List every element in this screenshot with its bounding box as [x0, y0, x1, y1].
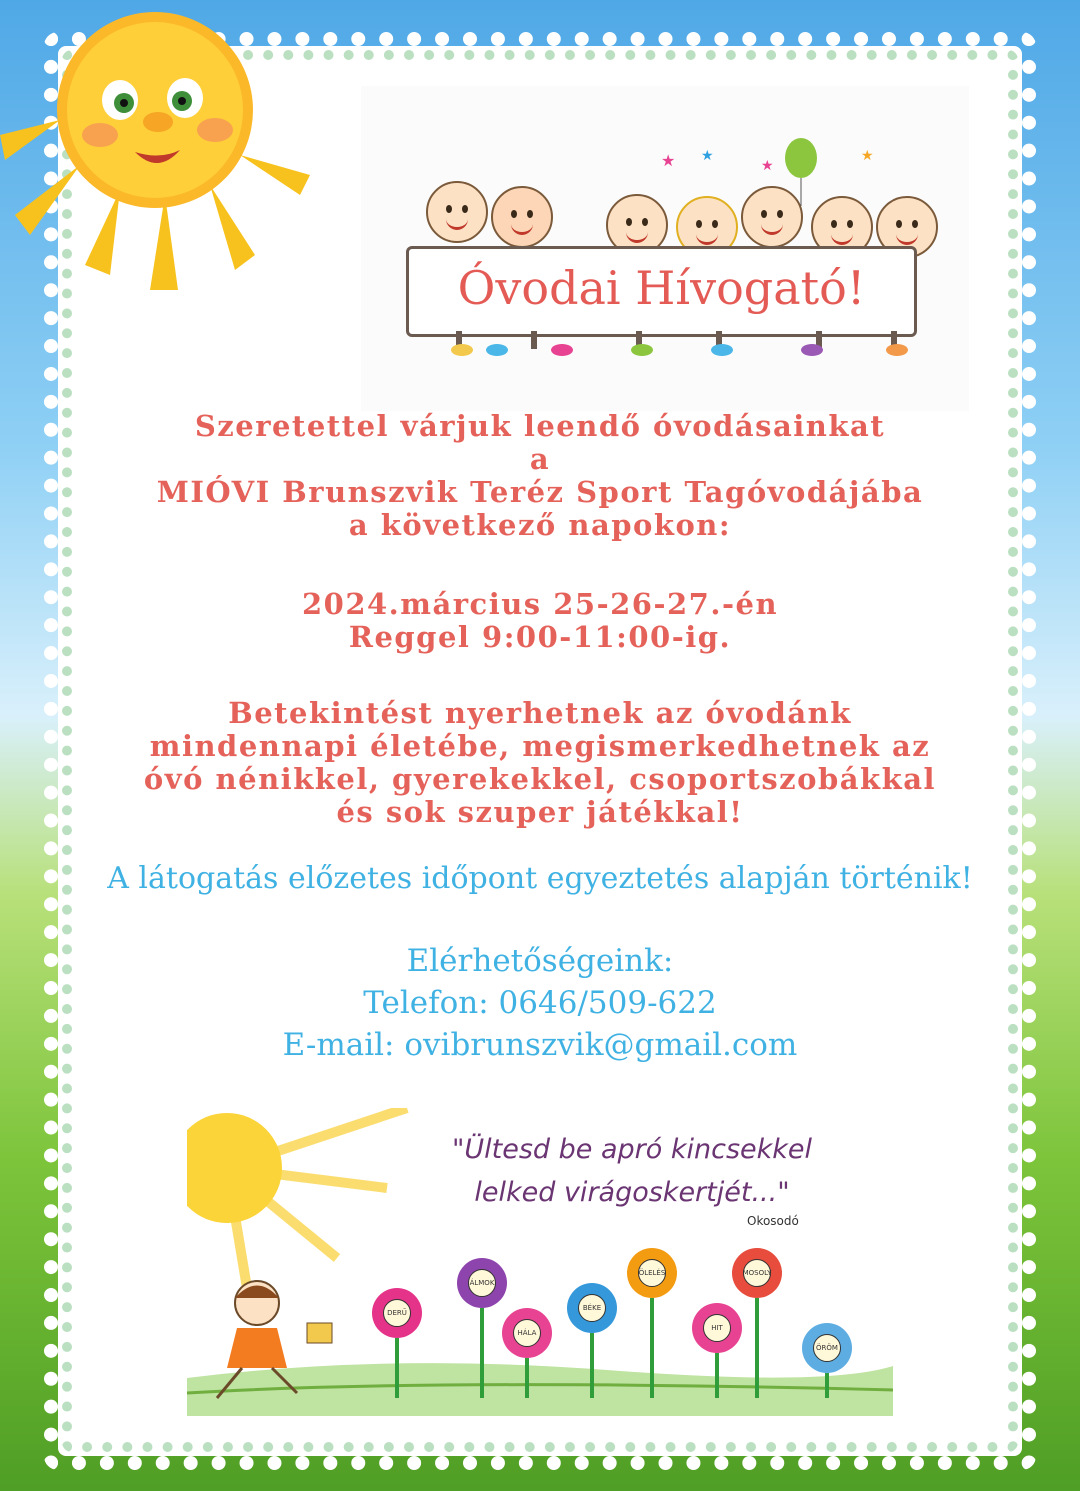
stars-icon [661, 146, 961, 176]
child-face-icon [426, 181, 488, 243]
svg-text:★: ★ [861, 148, 874, 164]
details-line: és sok szuper játékkal! [336, 795, 744, 829]
shoe-icon [631, 344, 653, 356]
flower-icon: ÖRÖM [802, 1323, 852, 1398]
contact-block [80, 940, 1000, 1066]
time-line: Reggel 9:00-11:00-ig. [348, 620, 732, 654]
quote [412, 1128, 852, 1214]
details-line: óvó nénikkel, gyerekekkel, csoportszobákkal [143, 762, 937, 796]
quote-line: "Ültesd be apró kincsekkel [451, 1134, 813, 1165]
flower-icon: DERŰ [372, 1288, 422, 1398]
quote-credit: Okosodó [747, 1214, 799, 1228]
flower-icon: ÖLELÉS [627, 1248, 677, 1398]
shoe-icon [551, 344, 573, 356]
flower-icon: HÁLA [502, 1308, 552, 1398]
contact-email[interactable]: E-mail: ovibrunszvik@gmail.com [282, 1027, 798, 1063]
flower-icon: MOSOLY [732, 1248, 782, 1398]
details-text [80, 697, 1000, 829]
flower-icon: BÉKE [567, 1283, 617, 1398]
invitation-text [80, 410, 1000, 542]
contact-phone[interactable]: Telefon: 0646/509-622 [363, 985, 717, 1021]
shoe-icon [486, 344, 508, 356]
invitation-line: a következő napokon: [348, 508, 732, 542]
shoe-icon [451, 344, 473, 356]
flower-icon: ÁLMOK [457, 1258, 507, 1398]
quote-line: lelked virágoskertjét..." [474, 1177, 790, 1208]
invitation-line: Szeretettel várjuk leendő óvodásainkat [194, 409, 886, 443]
smiling-sun-icon [0, 0, 330, 300]
header-banner [361, 86, 969, 411]
svg-text:★: ★ [701, 148, 714, 164]
details-line: Betekintést nyerhetnek az óvodánk [228, 696, 852, 730]
shoe-icon [886, 344, 908, 356]
date-line: 2024.március 25-26-27.-én [301, 587, 779, 621]
title-signboard [406, 246, 917, 337]
schedule [80, 588, 1000, 654]
invitation-line: a [529, 442, 551, 476]
shoe-icon [801, 344, 823, 356]
svg-text:★: ★ [761, 158, 774, 174]
svg-text:★: ★ [661, 151, 676, 170]
details-line: mindennapi életébe, megismerkedhetnek az [149, 729, 931, 763]
flower-icon: HIT [692, 1303, 742, 1398]
page-title: Óvodai Hívogató! [457, 261, 866, 315]
girl-watering-icon [202, 1268, 352, 1408]
shoe-icon [711, 344, 733, 356]
contact-heading: Elérhetőségeink: [406, 943, 674, 979]
child-face-icon [491, 186, 553, 248]
flower-garden-picture [187, 1108, 893, 1416]
appointment-notice: A látogatás előzetes időpont egyeztetés alapján történik! [107, 861, 973, 896]
invitation-line: MIÓVI Brunszvik Teréz Sport Tagóvodájába [156, 475, 924, 509]
